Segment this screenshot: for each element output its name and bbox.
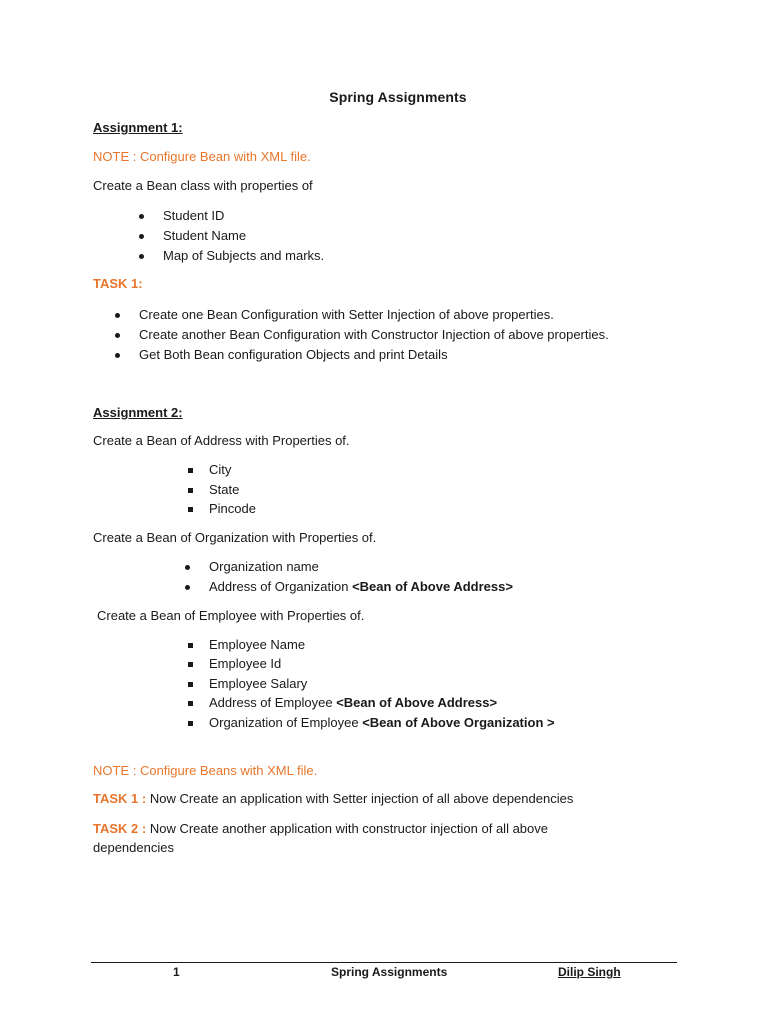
- bean-reference: <Bean of Above Organization >: [362, 714, 555, 730]
- organization-intro: Create a Bean of Organization with Properties of.: [93, 530, 377, 545]
- square-bullet-icon: [188, 682, 193, 687]
- list-item: [209, 636, 555, 655]
- task-1-text: Now Create an application with Setter injection of all above dependencies: [146, 791, 574, 806]
- assignment-2-heading: Assignment 2:: [93, 405, 183, 420]
- footer-divider: [91, 962, 677, 963]
- employee-properties-list: [209, 636, 555, 733]
- assignment-2-note: NOTE : Configure Beans with XML file.: [93, 763, 318, 778]
- list-item-text: Student Name: [163, 228, 247, 243]
- footer-title: Spring Assignments: [331, 965, 448, 979]
- assignment-1-intro: Create a Bean class with properties of: [93, 178, 313, 193]
- list-item-text: Employee Id: [209, 656, 282, 672]
- list-item-text: City: [209, 462, 232, 477]
- list-item: [163, 207, 324, 227]
- employee-intro: Create a Bean of Employee with Properties of.: [97, 608, 365, 623]
- list-item: [139, 346, 609, 366]
- list-item: [209, 578, 513, 598]
- bullet-icon: [115, 333, 120, 338]
- square-bullet-icon: [188, 643, 193, 648]
- footer-page-number: 1: [173, 965, 180, 979]
- list-item-text: Student ID: [163, 208, 225, 223]
- task-2-text-continued: dependencies: [93, 840, 174, 855]
- list-item-text: Organization name: [209, 559, 319, 574]
- bullet-icon: [139, 234, 144, 239]
- list-item: [163, 227, 324, 247]
- list-item: [209, 655, 555, 674]
- organization-properties-list: [209, 558, 513, 598]
- address-intro: Create a Bean of Address with Properties of.: [93, 433, 350, 448]
- assignment-1-note: NOTE : Configure Bean with XML file.: [93, 149, 311, 164]
- list-item: [209, 500, 256, 520]
- square-bullet-icon: [188, 468, 193, 473]
- assignment-2-task-2: [93, 820, 548, 838]
- bullet-icon: [185, 565, 190, 570]
- bullet-icon: [115, 353, 120, 358]
- document-title: Spring Assignments: [329, 89, 467, 105]
- task-2-text: Now Create another application with constructor injection of all above: [146, 821, 548, 836]
- list-item: [209, 461, 256, 481]
- assignment-2-task-1: [93, 790, 573, 808]
- footer-author: Dilip Singh: [558, 965, 621, 979]
- list-item: [163, 247, 324, 267]
- list-item-text: Organization of Employee: [209, 714, 363, 730]
- student-properties-list: [163, 207, 324, 267]
- list-item: [209, 694, 555, 713]
- bullet-icon: [139, 254, 144, 259]
- list-item-text: Employee Name: [209, 637, 306, 652]
- square-bullet-icon: [188, 488, 193, 493]
- assignment-1-task-list: [139, 306, 609, 366]
- list-item-text: Employee Salary: [209, 675, 308, 691]
- bullet-icon: [115, 313, 120, 318]
- list-item-text: Map of Subjects and marks.: [163, 248, 325, 263]
- bean-reference: <Bean of Above Address>: [352, 579, 513, 594]
- square-bullet-icon: [188, 507, 193, 512]
- task-2-label: TASK 2 :: [93, 821, 147, 836]
- bean-reference: <Bean of Above Address>: [336, 695, 498, 711]
- list-item-text: State: [209, 481, 240, 497]
- list-item: [209, 714, 555, 733]
- list-item-text: Create one Bean Configuration with Setter Injection of above properties.: [139, 307, 554, 322]
- list-item: [209, 558, 513, 578]
- square-bullet-icon: [188, 662, 193, 667]
- square-bullet-icon: [188, 701, 193, 706]
- list-item: [139, 306, 609, 326]
- bullet-icon: [185, 585, 190, 590]
- list-item: [139, 326, 609, 346]
- bullet-icon: [139, 214, 144, 219]
- assignment-1-heading: Assignment 1:: [93, 120, 183, 135]
- list-item-text: Address of Organization: [209, 579, 353, 594]
- list-item-text: Create another Bean Configuration with Constructor Injection of above properties.: [139, 327, 609, 342]
- list-item: [209, 481, 256, 501]
- list-item-text: Address of Employee: [209, 695, 337, 711]
- assignment-1-task-label: TASK 1:: [93, 276, 143, 291]
- list-item-text: Pincode: [209, 501, 256, 516]
- square-bullet-icon: [188, 721, 193, 726]
- list-item-text: Get Both Bean configuration Objects and print Details: [139, 347, 448, 362]
- task-1-label: TASK 1 :: [93, 791, 147, 806]
- list-item: [209, 675, 555, 694]
- address-properties-list: [209, 461, 256, 520]
